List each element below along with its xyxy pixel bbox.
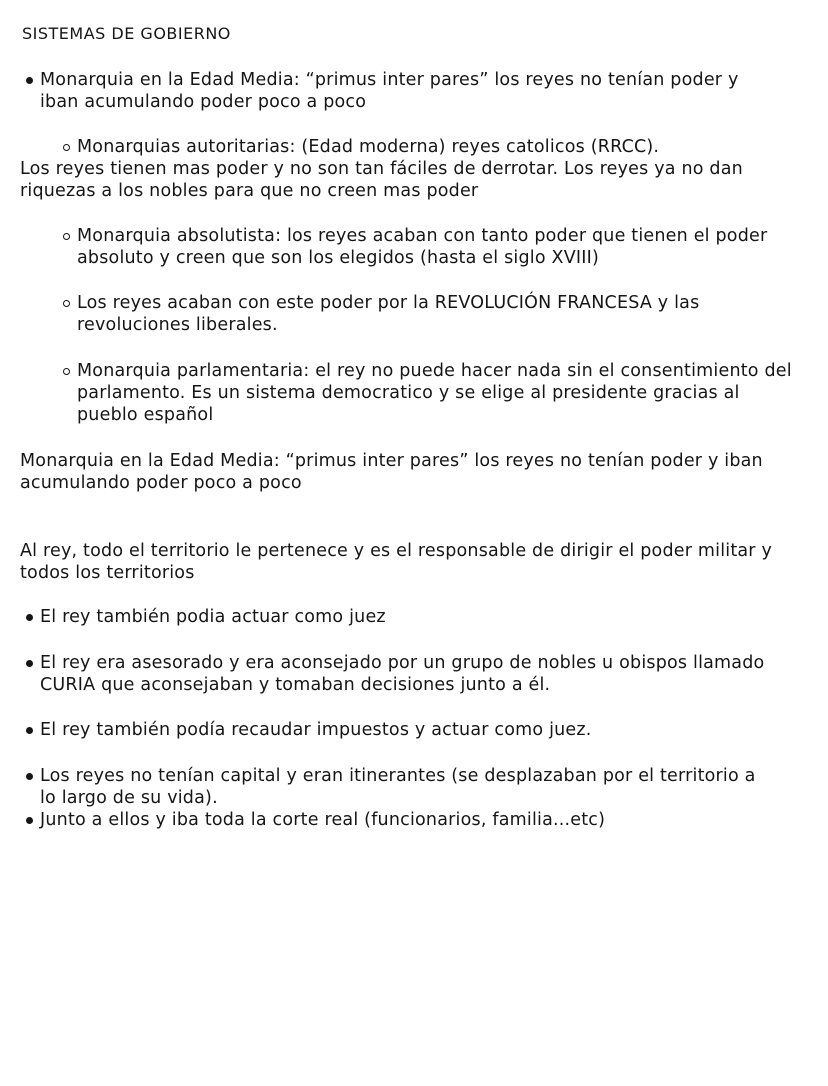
bullet-item: El rey también podía recaudar impuestos y actuar como juez.: [40, 720, 592, 740]
bullet-item: Monarquia en la Edad Media: “primus inter pares” los reyes no tenían poder y iban acumulando poder poco a poco: [40, 70, 739, 112]
bullet-item: Junto a ellos y iba toda la corte real (funcionarios, familia...etc): [40, 810, 606, 830]
bullet-dot-icon: [26, 660, 33, 667]
bullet-dot-icon: [26, 727, 33, 734]
sub-item: Los reyes acaban con este poder por la REVOLUCIÓN FRANCESA y las revoluciones liberales.: [77, 293, 700, 335]
paragraph: Monarquia en la Edad Media: “primus inter pares” los reyes no tenían poder y iban acumulando poder poco a poco: [20, 451, 763, 493]
page-title: SISTEMAS DE GOBIERNO: [22, 24, 231, 43]
bullet-item: El rey era asesorado y era aconsejado por un grupo de nobles u obispos llamado CURIA que aconsejaban y tomaban decisiones junto a él.: [40, 653, 765, 695]
bullet-item: El rey también podia actuar como juez: [40, 607, 386, 627]
bullet-dot-icon: [26, 773, 33, 780]
bullet-item: Los reyes no tenían capital y eran itinerantes (se desplazaban por el territorio a lo largo de su vida).: [40, 766, 756, 808]
sub-bullet-circle-icon: [63, 300, 70, 307]
sub-item-continuation: Los reyes tienen mas poder y no son tan fáciles de derrotar. Los reyes ya no dan riquezas a los nobles para que no creen mas poder: [20, 159, 743, 201]
sub-item-title: Monarquias autoritarias: (Edad moderna) reyes catolicos (RRCC).: [77, 137, 660, 157]
sub-bullet-circle-icon: [63, 368, 70, 375]
paragraph: Al rey, todo el territorio le pertenece y es el responsable de dirigir el poder militar y todos los territorios: [20, 541, 773, 583]
sub-bullet-circle-icon: [63, 233, 70, 240]
bullet-dot-icon: [26, 614, 33, 621]
sub-bullet-circle-icon: [63, 144, 70, 151]
bullet-dot-icon: [26, 817, 33, 824]
sub-item: Monarquia parlamentaria: el rey no puede hacer nada sin el consentimiento del parlamento. Es un sistema democratico y se elige al presidente gracias al pueblo español: [77, 361, 792, 425]
sub-item: Monarquia absolutista: los reyes acaban con tanto poder que tienen el poder absoluto y creen que son los elegidos (hasta el siglo XVIII): [77, 226, 768, 268]
bullet-dot-icon: [26, 77, 33, 84]
